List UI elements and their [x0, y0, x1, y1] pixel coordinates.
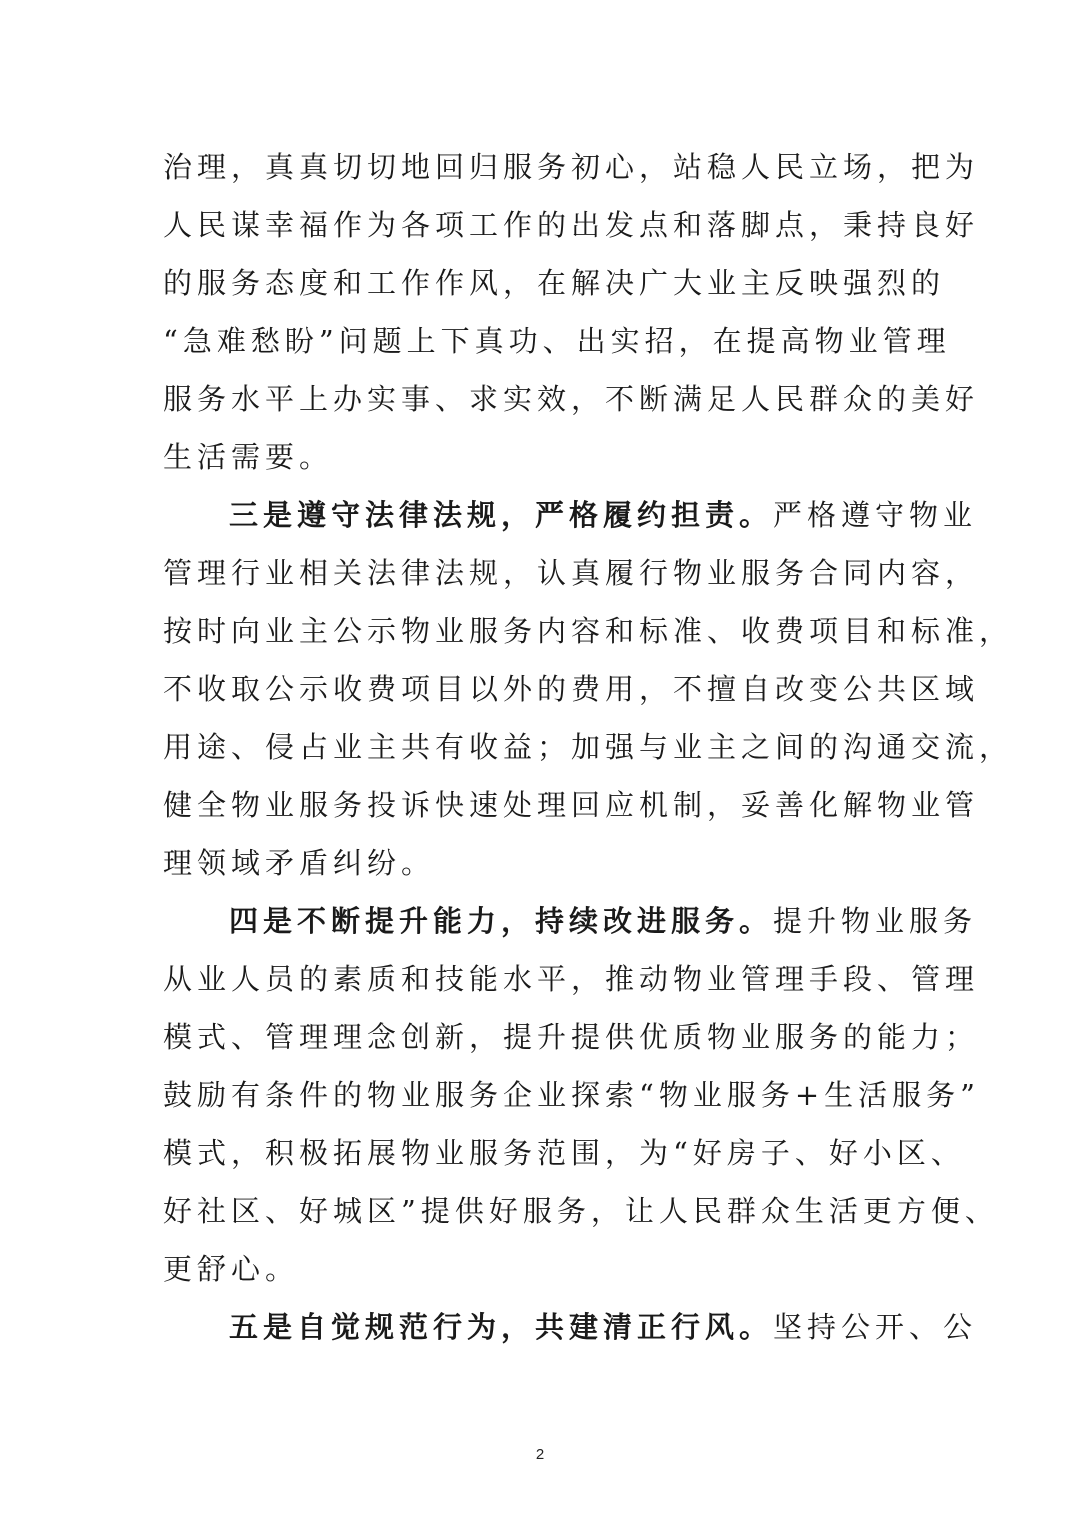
- paragraph-three: [163, 486, 1014, 892]
- paragraph-first-line: [163, 892, 978, 950]
- text-line: 理领域矛盾纠纷。: [163, 846, 436, 880]
- text-line: 人民谋幸福作为各项工作的出发点和落脚点，秉持良好: [163, 208, 980, 242]
- paragraph-first-line: [163, 1298, 978, 1356]
- text-line: 服务水平上办实事、求实效，不断满足人民群众的美好: [163, 382, 980, 416]
- text-line: “急难愁盼”问题上下真功、出实招，在提高物业管理: [163, 324, 951, 358]
- text-line: 好社区、好城区”提供好服务，让人民群众生活更方便、: [163, 1194, 999, 1228]
- paragraph-four: [163, 892, 999, 1298]
- text-line: 模式、管理理念创新，提升提供优质物业服务的能力；: [163, 1020, 980, 1054]
- paragraph-first-line: [163, 486, 978, 544]
- text-line: 健全物业服务投诉快速处理回应机制，妥善化解物业管: [163, 788, 980, 822]
- paragraph-heading: 五是自觉规范行为，共建清正行风。: [229, 1310, 774, 1344]
- text-line: 管理行业相关法律法规，认真履行物业服务合同内容，: [163, 556, 980, 590]
- paragraph-continuation: [163, 138, 980, 486]
- text-run: 提升物业服务: [773, 904, 978, 938]
- text-line: 从业人员的素质和技能水平，推动物业管理手段、管理: [163, 962, 980, 996]
- document-body: [163, 138, 1014, 1356]
- paragraph-five: [163, 1298, 978, 1356]
- text-line: 生活需要。: [163, 440, 334, 474]
- text-line: 的服务态度和工作作风，在解决广大业主反映强烈的: [163, 266, 946, 300]
- paragraph-heading: 三是遵守法律法规，严格履约担责。: [229, 498, 774, 532]
- page-number: 2: [535, 1446, 545, 1463]
- text-line: 更舒心。: [163, 1252, 300, 1286]
- text-run: 严格遵守物业: [773, 498, 978, 532]
- paragraph-heading: 四是不断提升能力，持续改进服务。: [229, 904, 774, 938]
- text-line: 模式，积极拓展物业服务范围，为“好房子、好小区、: [163, 1136, 965, 1170]
- text-line: 不收取公示收费项目以外的费用，不擅自改变公共区域: [163, 672, 980, 706]
- text-line: 用途、侵占业主共有收益；加强与业主之间的沟通交流，: [163, 730, 1014, 764]
- text-line: 鼓励有条件的物业服务企业探索“物业服务+生活服务”: [163, 1078, 980, 1112]
- text-line: 按时向业主公示物业服务内容和标准、收费项目和标准，: [163, 614, 1014, 648]
- text-line: 治理，真真切切地回归服务初心，站稳人民立场，把为: [163, 150, 980, 184]
- text-run: 坚持公开、公: [773, 1310, 978, 1344]
